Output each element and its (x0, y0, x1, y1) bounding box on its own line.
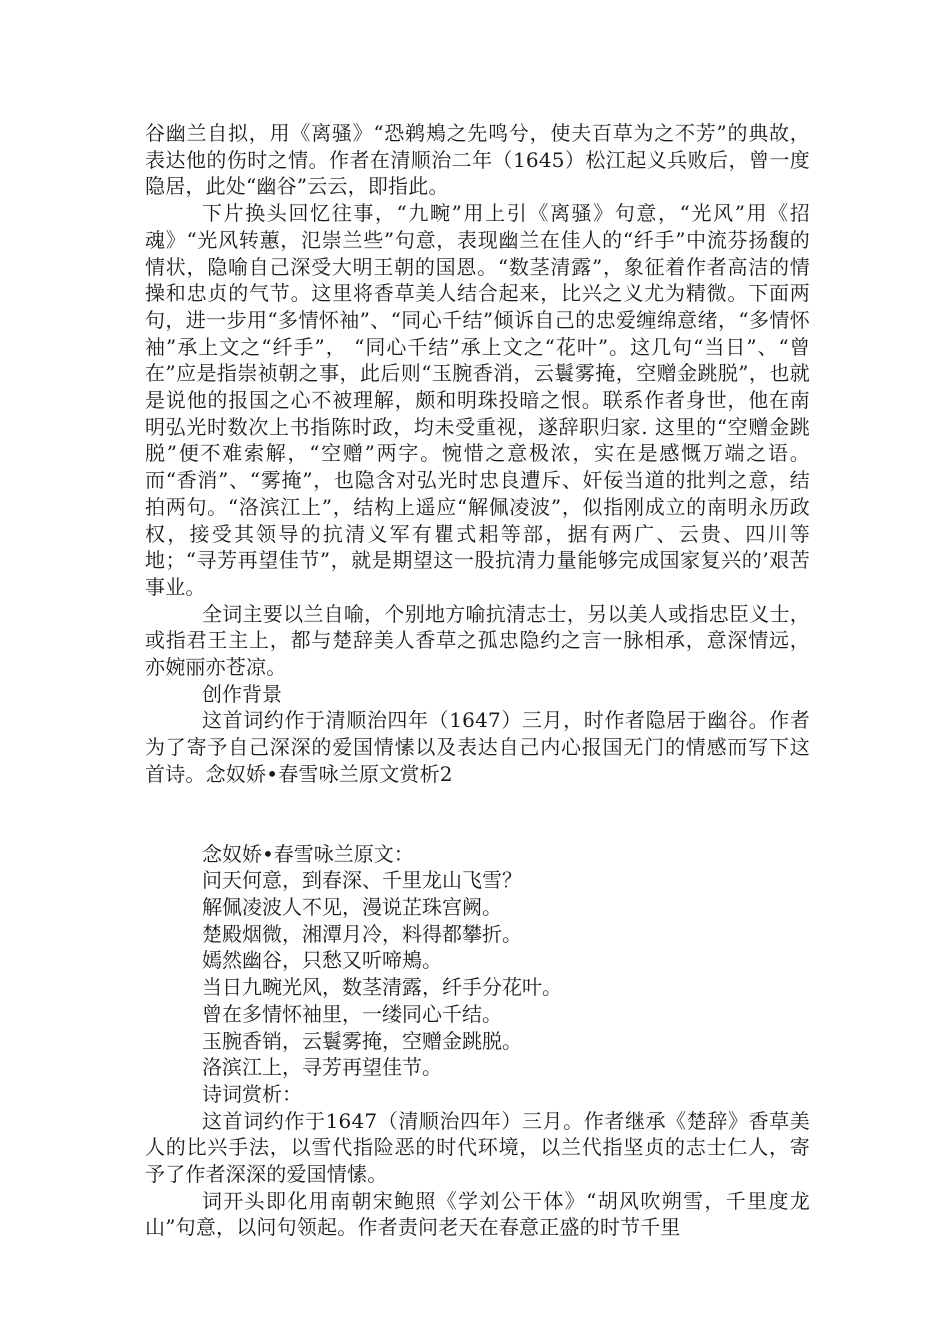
analysis-paragraph-2: 下片换头回忆往事，“九畹”用上引《离骚》句意，“光风”用《招魂》“光风转蕙，氾崇兰些”句意，表现幽兰在佳人的“纤手”中流芬扬馥的情状，隐喻自己深受大明王朝的国恩。“数茎清露”，象征着作者高洁的情操和忠贞的气节。这里将香草美人结合起来，比兴之义尤为精微。下面两句，进一步用“多情怀袖”、“同心千结”倾诉自己的忠爱缠绵意绪，“多情怀袖”承上文之“纤手”， “同心千结”承上文之“花叶”。这几句“当日”、“曾在”应是指崇祯朝之事，此后则“玉腕香消，云鬟雾掩，空赠金跳脱”，也就是说他的报国之心不被理解，颇和明珠投暗之恨。联系作者身世，他在南明弘光时数次上书指陈时政，均未受重视，遂辞职归家. 这里的“空赠金跳脱”便不难索解，“空赠”两字。惋惜之意极浓，实在是感慨万端之语。而“香消”、“雾掩”，也隐含对弘光时忠良遭斥、奸佞当道的批判之意，结拍两句。“洛滨江上”，结构上遥应“解佩凌波”，似指刚成立的南明永历政权，接受其领导的抗清义军有瞿式耜等部，据有两广、云贵、四川等地；“寻芳再望佳节”，就是期望这一股抗清力量能够完成国家复兴的’艰苦事业。 (145, 201, 810, 599)
document-page (145, 120, 810, 1344)
poem-title: 念奴娇•春雪咏兰原文： (202, 841, 414, 866)
poem-line: 楚殿烟微，湘潭月冷，料得都攀折。 (202, 921, 522, 946)
background-heading: 创作背景 (202, 681, 282, 706)
section-gap (145, 788, 810, 841)
appreciation-paragraph-2: 词开头即化用南朝宋鲍照《学刘公干体》“胡风吹朔雪，千里度龙山”句意，以问句领起。作者责问老天在春意正盛的时节千里 (145, 1188, 810, 1240)
poem-line: 当日九畹光风，数茎清露，纤手分花叶。 (202, 975, 562, 1000)
analysis-paragraph-3: 全词主要以兰自喻，个别地方喻抗清志士，另以美人或指忠臣义士，或指君王主上，都与楚辞美人香草之孤忠隐约之言一脉相承，意深情远，亦婉丽亦苍凉。 (145, 601, 810, 680)
background-paragraph: 这首词约作于清顺治四年（1647）三月，时作者隐居于幽谷。作者为了寄予自己深深的爱国情愫以及表达自己内心报国无门的情感而写下这首诗。念奴娇•春雪咏兰原文赏析2 (145, 708, 810, 786)
poem-line: 曾在多情怀袖里，一缕同心千结。 (202, 1001, 502, 1026)
poem-line: 问天何意，到春深、千里龙山飞雪？ (202, 868, 522, 893)
poem-line: 洛滨江上，寻芳再望佳节。 (202, 1055, 442, 1080)
appreciation-paragraph-1: 这首词约作于1647（清顺治四年）三月。作者继承《楚辞》香草美人的比兴手法，以雪代指险恶的时代环境，以兰代指坚贞的志士仁人，寄予了作者深深的爱国情愫。 (145, 1108, 810, 1187)
poem-line: 解佩凌波人不见，漫说芷珠宫阙。 (202, 894, 502, 919)
analysis-paragraph-1: 谷幽兰自拟，用《离骚》“恐鹈鴂之先鸣兮，使夫百草为之不芳”的典故，表达他的伤时之情。作者在清顺治二年（1645）松江起义兵败后，曾一度隐居，此处“幽谷”云云，即指此。 (145, 121, 810, 199)
appreciation-heading: 诗词赏析： (202, 1081, 302, 1106)
poem-line: 玉腕香销，云鬟雾掩，空赠金跳脱。 (202, 1028, 522, 1053)
poem-line: 嫣然幽谷，只愁又听啼鴂。 (202, 948, 442, 973)
